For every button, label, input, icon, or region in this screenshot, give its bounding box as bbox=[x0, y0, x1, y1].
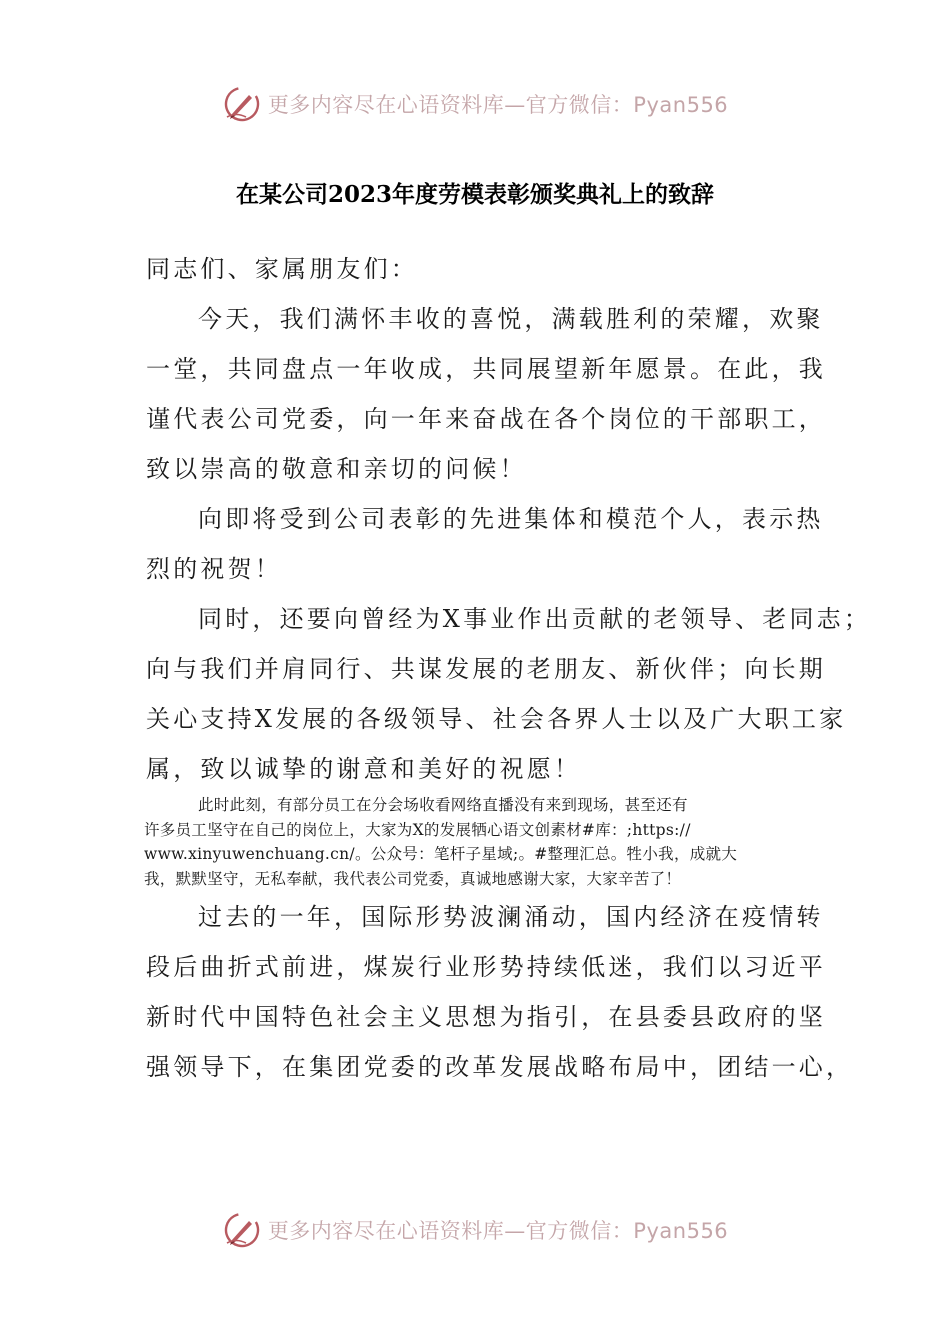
paragraph-5 bbox=[146, 892, 854, 1092]
footer-banner bbox=[0, 1208, 950, 1252]
paragraph-3 bbox=[146, 594, 872, 794]
text-line: 今天，我们满怀丰收的喜悦，满载胜利的荣耀，欢聚 bbox=[198, 305, 824, 333]
pen-circle-logo-icon bbox=[222, 1210, 262, 1250]
salutation-line: 同志们、家属朋友们： bbox=[146, 255, 418, 283]
paragraph-4-small bbox=[144, 793, 824, 891]
document-title: 在某公司2023年度劳模表彰颁奖典礼上的致辞 bbox=[235, 181, 714, 208]
paragraph-2 bbox=[146, 494, 826, 594]
paragraph-1 bbox=[146, 294, 826, 494]
text-line: 一堂，共同盘点一年收成，共同展望新年愿景。在此，我 bbox=[146, 355, 826, 383]
text-line: 此时此刻，有部分员工在分会场收看网络直播没有来到现场，甚至还有 bbox=[198, 796, 688, 814]
text-line: 谨代表公司党委，向一年来奋战在各个岗位的干部职工， bbox=[146, 405, 826, 433]
text-line: 向即将受到公司表彰的先进集体和模范个人，表示热 bbox=[198, 505, 824, 533]
text-line: 段后曲折式前进，煤炭行业形势持续低迷，我们以习近平 bbox=[146, 953, 826, 981]
header-banner bbox=[0, 82, 950, 126]
text-line: 许多员工坚守在自己的岗位上，大家为X的发展牺心语文创素材#库：;https:// bbox=[144, 820, 691, 839]
text-line: 强领导下，在集团党委的改革发展战略布局中，团结一心， bbox=[146, 1053, 854, 1081]
text-line: www.xinyuwenchuang.cn/。公众号：笔杆子星域;。#整理汇总。牲小我，成就大 bbox=[144, 845, 738, 863]
text-line: 过去的一年，国际形势波澜涌动，国内经济在疫情转 bbox=[198, 903, 824, 931]
salutation bbox=[146, 244, 826, 294]
text-line: 我，默默坚守，无私奉献，我代表公司党委，真诚地感谢大家，大家辛苦了！ bbox=[144, 869, 682, 888]
text-line: 关心支持X发展的各级领导、社会各界人士以及广大职工家 bbox=[146, 705, 847, 733]
text-line: 向与我们并肩同行、共谋发展的老朋友、新伙伴；向长期 bbox=[146, 655, 826, 683]
text-line: 新时代中国特色社会主义思想为指引，在县委县政府的坚 bbox=[146, 1003, 826, 1031]
text-line: 致以崇高的敬意和亲切的问候！ bbox=[146, 455, 527, 483]
text-line: 属，致以诚挚的谢意和美好的祝愿！ bbox=[146, 755, 582, 783]
footer-banner-text: 更多内容尽在心语资料库—官方微信：Pyan556 bbox=[267, 1219, 729, 1243]
header-banner-text: 更多内容尽在心语资料库—官方微信：Pyan556 bbox=[267, 93, 729, 117]
pen-circle-logo-icon bbox=[222, 84, 262, 124]
text-line: 同时，还要向曾经为X事业作出贡献的老领导、老同志； bbox=[198, 605, 872, 633]
text-line: 烈的祝贺！ bbox=[146, 555, 282, 583]
